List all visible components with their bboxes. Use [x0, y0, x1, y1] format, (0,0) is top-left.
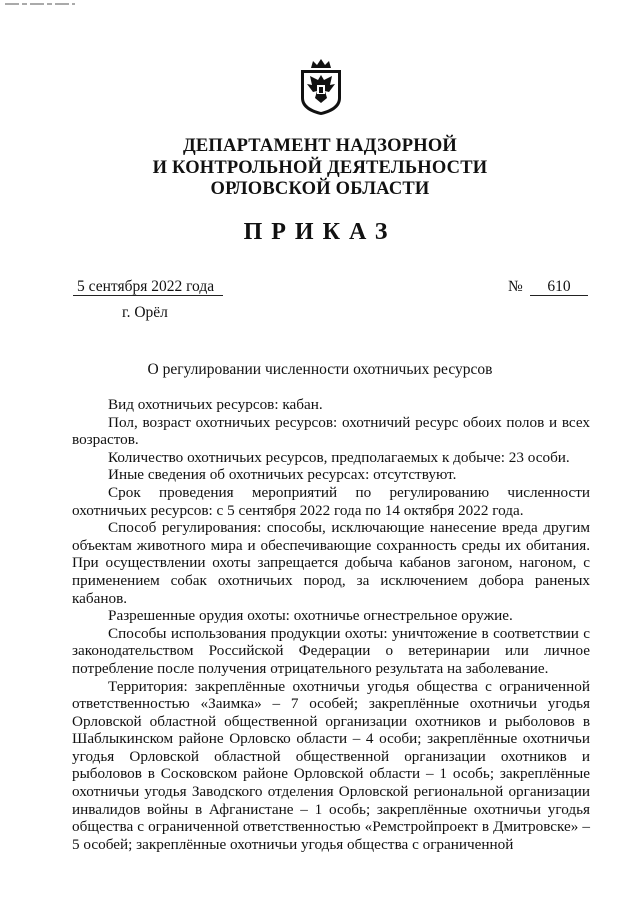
coat-of-arms-icon — [297, 58, 345, 116]
order-subject: О регулировании численности охотничьих ресурсов — [147, 361, 493, 378]
order-city: г. Орёл — [122, 304, 168, 321]
paragraph-method: Способ регулирования: способы, исключающие нанесение вреда другим объектам животного мира и обеспечивающие сохранность среды их обитания. При осуществлении охоты запрещается добыча кабанов загоном, нагоном, с применением собак охотничьих пород, за исключением добора раненых кабанов. — [72, 519, 590, 607]
order-number: 610 — [530, 278, 588, 296]
department-title-line-2: И КОНТРОЛЬНОЙ ДЕЯТЕЛЬНОСТИ — [152, 157, 488, 178]
paragraph-quantity: Количество охотничьих ресурсов, предполагаемых к добыче: 23 особи. — [108, 448, 570, 466]
department-title — [0, 136, 640, 201]
order-body — [72, 396, 590, 853]
paragraph-period: Срок проведения мероприятий по регулированию численности охотничьих ресурсов: с 5 сентября 2022 года по 14 октября 2022 года. — [72, 483, 590, 519]
paragraph-resource-type: Вид охотничьих ресурсов: кабан. — [108, 396, 323, 413]
department-title-line-3: ОРЛОВСКОЙ ОБЛАСТИ — [210, 179, 430, 199]
department-title-line-1: ДЕПАРТАМЕНТ НАДЗОРНОЙ — [182, 136, 458, 156]
paragraph-other-info: Иные сведения об охотничьих ресурсах: отсутствуют. — [108, 466, 457, 484]
order-number-label: № — [508, 278, 523, 295]
paragraph-sex-age: Пол, возраст охотничьих ресурсов: охотничий ресурс обоих полов и всех возрастов. — [72, 413, 590, 449]
paragraph-weapons: Разрешенные орудия охоты: охотничье огнестрельное оружие. — [108, 607, 513, 625]
paragraph-product-use: Способы использования продукции охоты: уничтожение в соответствии с законодательством Российской Федерации о ветеринарии или личное потребление после получения отрицательного результата на заболевание. — [72, 624, 590, 677]
scan-artifact-line — [5, 0, 75, 8]
document-type-title: ПРИКАЗ — [243, 219, 397, 245]
order-date: 5 сентября 2022 года — [73, 278, 223, 296]
paragraph-territory: Территория: закреплённые охотничьи угодья общества с ограниченной ответственностью «Заимка» – 7 особей; закреплённые охотничьи угодья Орловской областной общественной организации охотников и рыболовов в Шаблыкинском районе Орловско области – 4 особи; закреплённые охотничьи угодья Орловской областной общественной организации охотников и рыболовов в Сосковском районе Орловской области – 1 особь; закреплённые охотничьи угодья Заводского отделения Орловской региональной организации инвалидов войны в Афганистане – 1 особь; закреплённые охотничьи угодья общества с ограниченной ответственностью «Ремстройпроект в Дмитровске» – 5 особей; закреплённые охотничьи угодья общества с ограниченной — [72, 677, 590, 853]
